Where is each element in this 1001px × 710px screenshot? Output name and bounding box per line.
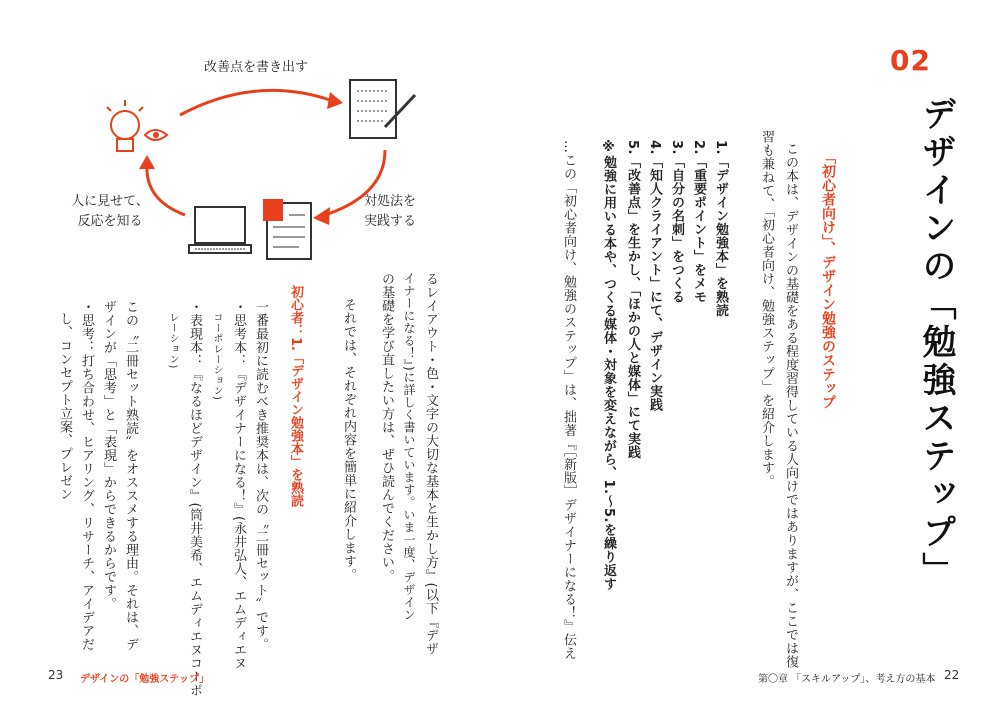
running-head-chapter: 第〇章 「スキルアップ」、考え方の基本 [758,674,936,685]
intro-line-2: 習も兼ねて、「初心者向け、勉強ステップ」を紹介します。 [759,130,774,488]
laptop-icon [189,207,251,253]
step-2: 2.「重要ポイント」をメモ [691,140,706,304]
improvement-cycle-diagram [85,55,455,270]
body-line-2: ・思考本：『デザイナーになる！』(永井弘人、エムディエヌ [231,300,246,671]
body-line-3: コーポレーション) [211,312,222,401]
lightbulb-icon [107,100,143,151]
eye-icon [145,130,167,140]
cycle-diagram-svg [85,55,455,270]
step-1: 1.「デザイン勉強本」を熟読 [713,140,728,317]
continued-line-1: るレイアウト・色・文字の大切な基本と生かし方』(以下『デザ [423,272,438,656]
arrow-top-head [327,92,343,109]
folio-left: 23 [48,668,64,682]
step-5: 5.「改善点」を生かし、「ほかの人と媒体」にて実践 [625,140,640,459]
step-3: 3.「自分の名刺」をつくる [669,140,684,304]
folio-right: 22 [944,668,960,682]
arrow-right-head [313,207,330,225]
body-line-9: し、コンセプト立案、プレゼン [57,312,72,501]
closing-line: …この「初心者向け、勉強のステップ」は、拙著『［新版］デザイナーになる！』伝え [561,140,576,660]
sub-heading: 初心者：1.「デザイン勉強本」を熟読 [288,285,303,507]
intro-line-1: この本は、デザインの基礎をある程度習得している人向けではありますが、ここでは復 [783,142,798,669]
chapter-number: 02 [890,44,931,77]
arrow-top [180,90,330,115]
diagram-label-top: 改善点を書き出す [203,60,308,75]
page-title: デザインの「勉強ステップ」 [916,96,956,590]
diagram-label-left: 人に見せて、 反応を知る [71,194,149,229]
section-heading: 「初心者向け」、デザイン勉強のステップ [820,150,836,409]
body-line-7: ザインが「思考」と「表現」からできるからです。 [101,300,116,611]
body-line-6: この〝二冊セット熟読〟をオススメする理由。それは、デ [123,300,138,651]
step-note: ※勉強に用いる本や、つくる媒体・対象を変えながら、1.〜5.を繰り返す [601,140,616,591]
body-line-5: レーション) [167,312,178,369]
body-line-8: ・思考：打ち合わせ、ヒアリング、リサーチ、アイデアだ [79,300,94,651]
body-line-1: 一番最初に読むべき推奨本は、次の〝二冊セット〟です。 [253,300,268,651]
continued-line-4: それでは、それぞれ内容を簡単に紹介します。 [341,298,356,582]
step-4: 4.「知人クライアント」にて、デザイン実践 [647,140,662,412]
red-document-icon [263,199,311,259]
diagram-label-right: 対処法を 実践する [363,194,416,229]
body-line-4: ・表現本：『なるほどデザイン』(筒井美希、エムディエヌコーポ [187,300,202,698]
continued-line-3: の基礎を学び直したい方は、ぜひ読んでください。 [379,272,394,583]
continued-line-2: イナーになる！』)に詳しく書いています。いま一度、デザイン [402,272,416,622]
document-pen-icon [350,80,415,138]
running-head-title: デザインの「勉強ステップ」 [80,674,210,685]
arrow-left-head [139,155,155,169]
